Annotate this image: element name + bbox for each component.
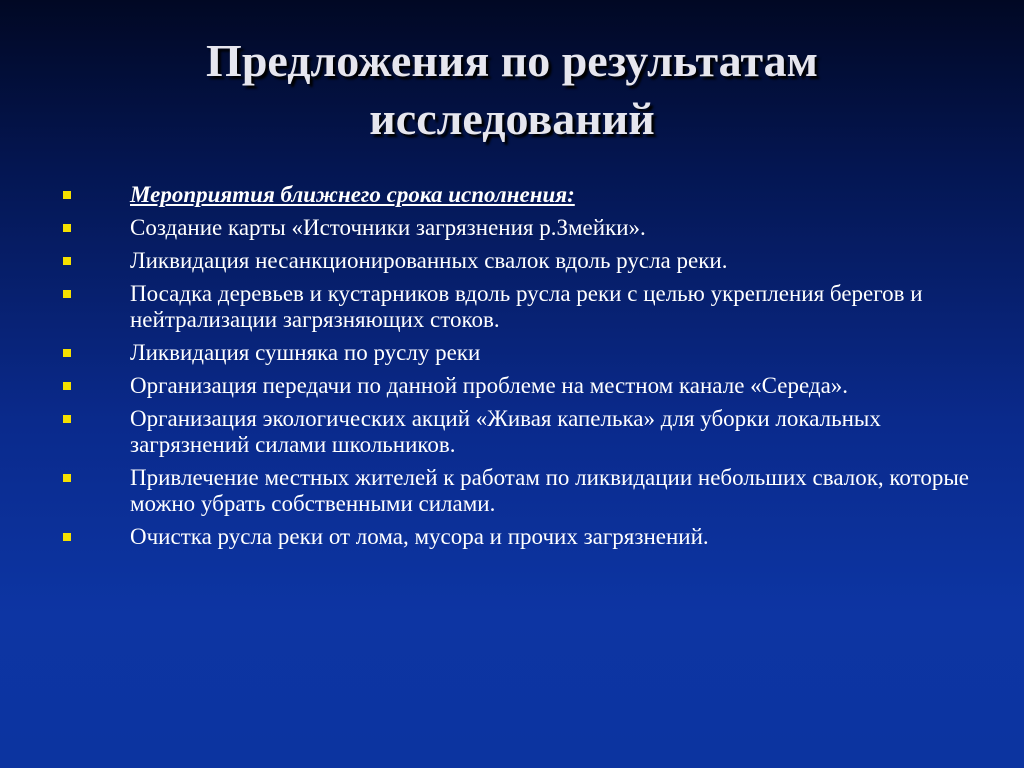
square-bullet-icon — [63, 349, 71, 357]
bullet-item — [60, 281, 980, 333]
title-line-2: исследований — [369, 93, 655, 144]
bullet-item — [60, 248, 980, 274]
square-bullet-icon — [63, 224, 71, 232]
square-bullet-icon — [63, 382, 71, 390]
bullet-text: Привлечение местных жителей к работам по ликвидации небольших свалок, которые можно убрать собственными силами. — [130, 465, 969, 516]
square-bullet-icon — [63, 415, 71, 423]
bullet-text: Организация передачи по данной проблеме на местном канале «Середа». — [130, 373, 849, 398]
bullet-item — [60, 215, 980, 241]
bullet-text: Мероприятия ближнего срока исполнения: — [130, 182, 575, 207]
bullet-text: Посадка деревьев и кустарников вдоль русла реки с целью укрепления берегов и нейтрализации загрязняющих стоков. — [130, 281, 923, 332]
bullet-text: Ликвидация несанкционированных свалок вдоль русла реки. — [130, 248, 728, 273]
bullet-text: Организация экологических акций «Живая капелька» для уборки локальных загрязнений силами школьников. — [130, 406, 881, 457]
square-bullet-icon — [63, 533, 71, 541]
bullet-text: Очистка русла реки от лома, мусора и прочих загрязнений. — [130, 524, 709, 549]
slide-title — [0, 32, 1024, 148]
square-bullet-icon — [63, 474, 71, 482]
bullet-item — [60, 340, 980, 366]
bullet-item — [60, 373, 980, 399]
bullet-item — [60, 524, 980, 550]
bullet-item — [60, 406, 980, 458]
bullet-text: Создание карты «Источники загрязнения р.Змейки». — [130, 215, 646, 240]
bullet-item-heading — [60, 182, 980, 208]
bullet-list — [60, 182, 980, 557]
square-bullet-icon — [63, 257, 71, 265]
bullet-text: Ликвидация сушняка по руслу реки — [130, 340, 481, 365]
square-bullet-icon — [63, 290, 71, 298]
square-bullet-icon — [63, 191, 71, 199]
bullet-item — [60, 465, 980, 517]
title-line-1: Предложения по результатам — [206, 35, 818, 86]
